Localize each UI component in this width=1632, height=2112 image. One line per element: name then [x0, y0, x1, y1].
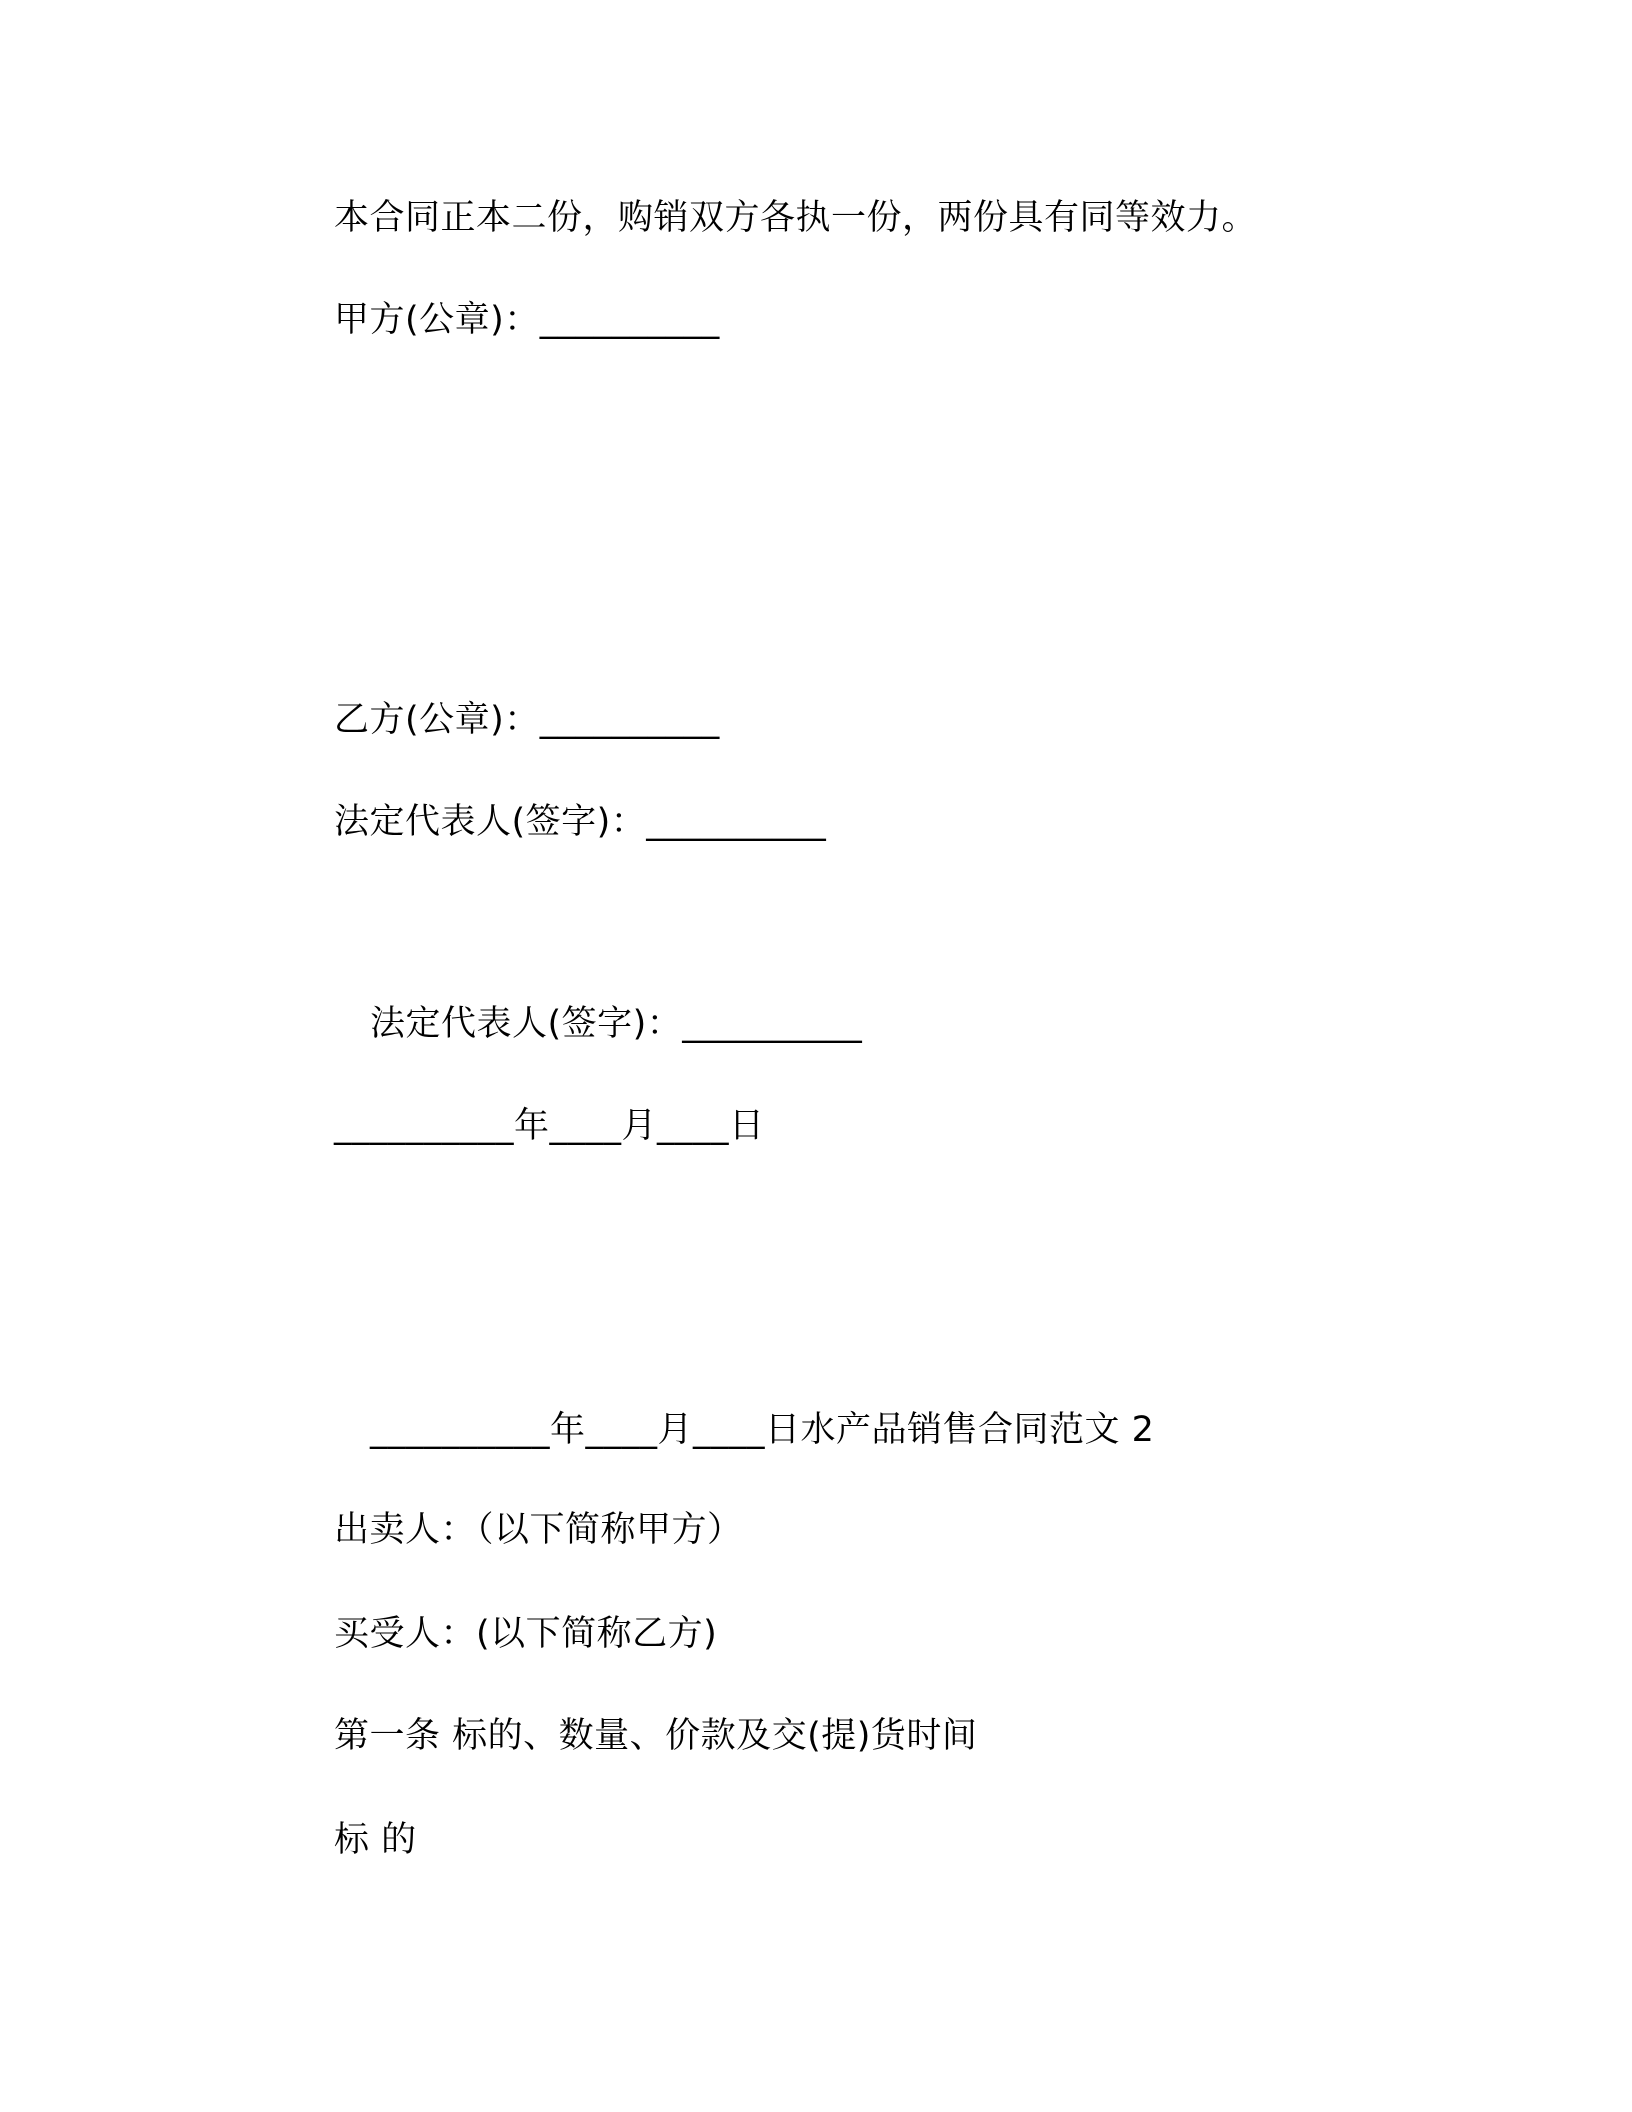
legal-rep-signature-a: 法定代表人(签字)：__________ — [334, 802, 827, 842]
buyer-line: 买受人：(以下简称乙方) — [334, 1614, 718, 1654]
closing-clause: 本合同正本二份，购销双方各执一份，两份具有同等效力。 — [334, 198, 1258, 238]
subject-label: 标 的 — [334, 1820, 417, 1860]
party-a-seal-line: 甲方(公章)：__________ — [334, 300, 720, 340]
article-one-heading: 第一条 标的、数量、价款及交(提)货时间 — [334, 1716, 978, 1756]
second-contract-heading: __________年____月____日水产品销售合同范文 2 — [370, 1410, 1155, 1450]
seller-line: 出卖人：（以下简称甲方） — [334, 1510, 743, 1550]
party-b-seal-line: 乙方(公章)：__________ — [334, 700, 720, 740]
legal-rep-signature-b: 法定代表人(签字)：__________ — [370, 1004, 863, 1044]
date-line: __________年____月____日 — [334, 1106, 765, 1146]
